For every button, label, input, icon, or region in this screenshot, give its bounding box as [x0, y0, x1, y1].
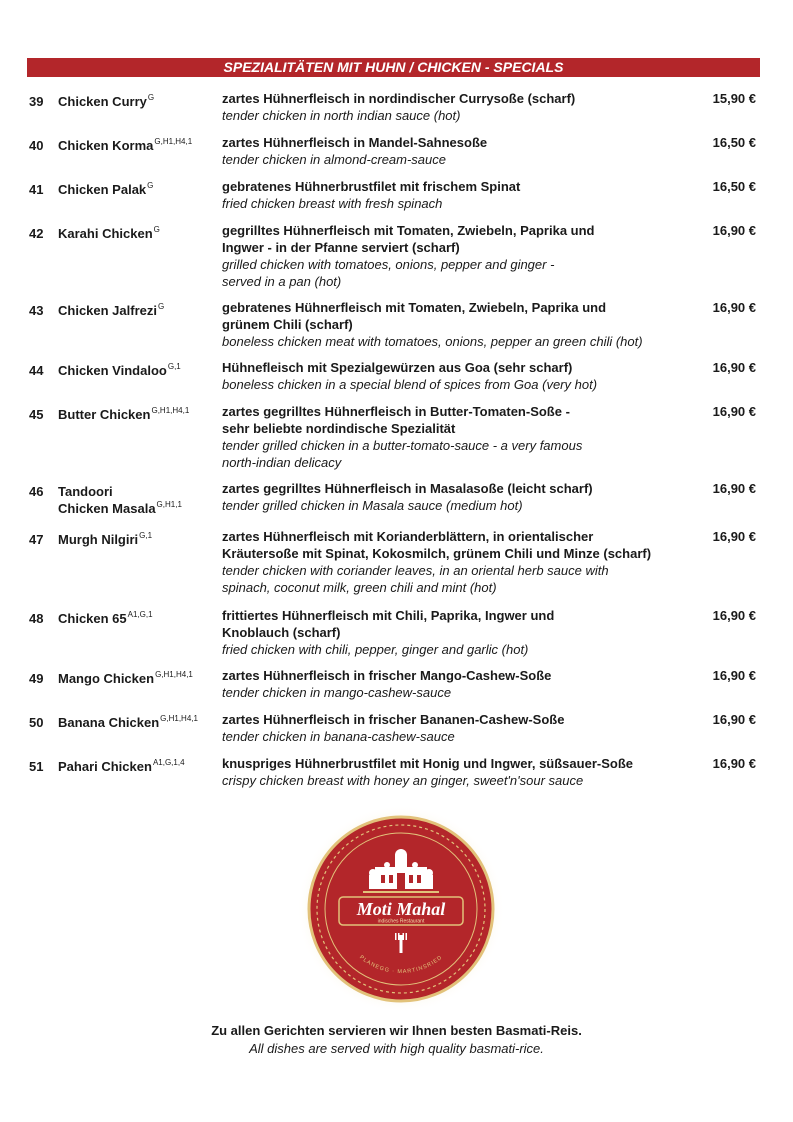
item-description	[222, 667, 692, 701]
description-german: zartes Hühnerfleisch mit Korianderblättern, in orientalischer	[222, 529, 594, 544]
description-german: Kräutersoße mit Spinat, Kokosmilch, grünem Chili und Minze (scharf)	[222, 546, 652, 561]
allergen-codes: G	[158, 302, 165, 311]
item-description	[222, 607, 692, 658]
allergen-codes: G,H1,1	[156, 500, 182, 509]
item-name-text: Chicken Korma	[58, 138, 154, 153]
item-number: 47	[29, 532, 44, 547]
description-german: zartes Hühnerfleisch in Mandel-Sahnesoße	[222, 135, 488, 150]
item-name	[58, 610, 218, 627]
item-name-text: Butter Chicken	[58, 407, 151, 422]
description-english: crispy chicken breast with honey an ginger, sweet'n'sour sauce	[222, 773, 584, 788]
item-price: 16,50 €	[712, 135, 756, 150]
allergen-codes: G	[147, 181, 154, 190]
item-description	[222, 528, 692, 596]
description-english: grilled chicken with tomatoes, onions, pepper and ginger -	[222, 257, 555, 272]
item-number: 46	[29, 484, 44, 499]
moti-mahal-logo	[297, 805, 505, 1013]
item-name-text: Chicken Curry	[58, 94, 147, 109]
item-name	[58, 483, 218, 517]
item-number: 44	[29, 363, 44, 378]
item-name-text: Karahi Chicken	[58, 226, 153, 241]
section-title-banner: SPEZIALITÄTEN MIT HUHN / CHICKEN - SPECIALS	[27, 58, 760, 77]
item-name	[58, 302, 218, 319]
item-name-text: Mango Chicken	[58, 671, 155, 686]
item-price: 16,90 €	[712, 756, 756, 771]
description-german: Ingwer - in der Pfanne serviert (scharf)	[222, 240, 460, 255]
item-price: 16,50 €	[712, 179, 756, 194]
description-german: zartes Hühnerfleisch in frischer Mango-Cashew-Soße	[222, 668, 552, 683]
item-description	[222, 299, 692, 350]
allergen-codes: G,H1,H4,1	[155, 670, 193, 679]
item-price: 16,90 €	[712, 481, 756, 496]
item-description	[222, 359, 692, 393]
logo-ring-text: PLANEGG · MARTINSRIED	[358, 954, 444, 976]
item-number: 40	[29, 138, 44, 153]
item-name	[58, 758, 218, 775]
item-description	[222, 755, 692, 789]
item-price: 16,90 €	[712, 668, 756, 683]
description-english: served in a pan (hot)	[222, 274, 342, 289]
description-german: Knoblauch (scharf)	[222, 625, 341, 640]
item-description	[222, 178, 692, 212]
item-price: 15,90 €	[712, 91, 756, 106]
item-name	[58, 406, 218, 423]
allergen-codes: A1,G,1,4	[152, 758, 185, 767]
allergen-codes: G,H1,H4,1	[160, 714, 198, 723]
logo-name: Moti Mahal	[356, 899, 446, 919]
item-price: 16,90 €	[712, 712, 756, 727]
item-number: 51	[29, 759, 44, 774]
item-name	[58, 93, 218, 110]
item-name	[58, 670, 218, 687]
item-number: 42	[29, 226, 44, 241]
item-number: 43	[29, 303, 44, 318]
description-english: boneless chicken meat with tomatoes, onions, pepper an green chili (hot)	[222, 334, 643, 349]
description-german: frittiertes Hühnerfleisch mit Chili, Paprika, Ingwer und	[222, 608, 555, 623]
footer-note-english: All dishes are served with high quality basmati-rice.	[249, 1041, 544, 1056]
description-english: north-indian delicacy	[222, 455, 342, 470]
item-name-text: Murgh Nilgiri	[58, 532, 139, 547]
description-english: spinach, coconut milk, green chili and mint (hot)	[222, 580, 497, 595]
description-german: sehr beliebte nordindische Spezialität	[222, 421, 456, 436]
item-name	[58, 531, 218, 548]
description-english: tender chicken in mango-cashew-sauce	[222, 685, 452, 700]
item-name-text: Chicken 65	[58, 611, 127, 626]
item-number: 50	[29, 715, 44, 730]
description-german: gebratenes Hühnerfleisch mit Tomaten, Zwiebeln, Paprika und	[222, 300, 607, 315]
description-english: tender grilled chicken in Masala sauce (medium hot)	[222, 498, 523, 513]
item-price: 16,90 €	[712, 404, 756, 419]
item-name	[58, 362, 218, 379]
description-german: zartes gegrilltes Hühnerfleisch in Butter-Tomaten-Soße -	[222, 404, 570, 419]
allergen-codes: G,H1,H4,1	[151, 406, 190, 415]
item-price: 16,90 €	[712, 608, 756, 623]
item-description	[222, 90, 692, 124]
description-english: fried chicken with chili, pepper, ginger and garlic (hot)	[222, 642, 529, 657]
item-name-text: Chicken Vindaloo	[58, 363, 167, 378]
item-name-text: Tandoori	[58, 484, 113, 499]
item-name	[58, 225, 218, 242]
item-description	[222, 134, 692, 168]
item-number: 39	[29, 94, 44, 109]
item-price: 16,90 €	[712, 223, 756, 238]
item-description	[222, 222, 692, 290]
allergen-codes: G,1	[167, 362, 181, 371]
item-number: 49	[29, 671, 44, 686]
item-price: 16,90 €	[712, 360, 756, 375]
item-description	[222, 403, 692, 471]
item-name-text-line2: Chicken Masala	[58, 501, 156, 516]
item-name	[58, 181, 218, 198]
description-english: tender chicken in almond-cream-sauce	[222, 152, 446, 167]
item-number: 45	[29, 407, 44, 422]
description-german: grünem Chili (scharf)	[222, 317, 353, 332]
allergen-codes: G,1	[139, 531, 153, 540]
item-name-text: Pahari Chicken	[58, 759, 152, 774]
item-number: 48	[29, 611, 44, 626]
allergen-codes: G	[153, 225, 160, 234]
description-german: gegrilltes Hühnerfleisch mit Tomaten, Zwiebeln, Paprika und	[222, 223, 595, 238]
description-german: zartes gegrilltes Hühnerfleisch in Masalasoße (leicht scharf)	[222, 481, 593, 496]
description-english: tender chicken with coriander leaves, in an oriental herb sauce with	[222, 563, 609, 578]
allergen-codes: G	[147, 93, 155, 102]
item-name-text: Banana Chicken	[58, 715, 160, 730]
description-english: tender chicken in north indian sauce (hot)	[222, 108, 461, 123]
footer-note	[0, 1022, 793, 1058]
item-name-text: Chicken Palak	[58, 182, 147, 197]
logo-subtitle: indisches Restaurant	[377, 918, 425, 925]
item-price: 16,90 €	[712, 300, 756, 315]
allergen-codes: G,H1,H4,1	[154, 137, 193, 146]
description-german: zartes Hühnerfleisch in nordindischer Currysoße (scharf)	[222, 91, 576, 106]
footer-note-german: Zu allen Gerichten servieren wir Ihnen besten Basmati-Reis.	[211, 1023, 582, 1038]
item-number: 41	[29, 182, 44, 197]
description-german: gebratenes Hühnerbrustfilet mit frischem Spinat	[222, 179, 521, 194]
item-price: 16,90 €	[712, 529, 756, 544]
description-german: Hühnefleisch mit Spezialgewürzen aus Goa (sehr scharf)	[222, 360, 573, 375]
description-english: boneless chicken in a special blend of spices from Goa (very hot)	[222, 377, 598, 392]
description-german: zartes Hühnerfleisch in frischer Bananen-Cashew-Soße	[222, 712, 565, 727]
item-name-text: Chicken Jalfrezi	[58, 303, 157, 318]
description-german: knuspriges Hühnerbrustfilet mit Honig und Ingwer, süßsauer-Soße	[222, 756, 633, 771]
allergen-codes: A1,G,1	[127, 610, 153, 619]
description-english: fried chicken breast with fresh spinach	[222, 196, 443, 211]
item-description	[222, 480, 692, 514]
item-name	[58, 714, 218, 731]
description-english: tender chicken in banana-cashew-sauce	[222, 729, 455, 744]
item-name	[58, 137, 218, 154]
description-english: tender grilled chicken in a butter-tomato-sauce - a very famous	[222, 438, 583, 453]
item-description	[222, 711, 692, 745]
